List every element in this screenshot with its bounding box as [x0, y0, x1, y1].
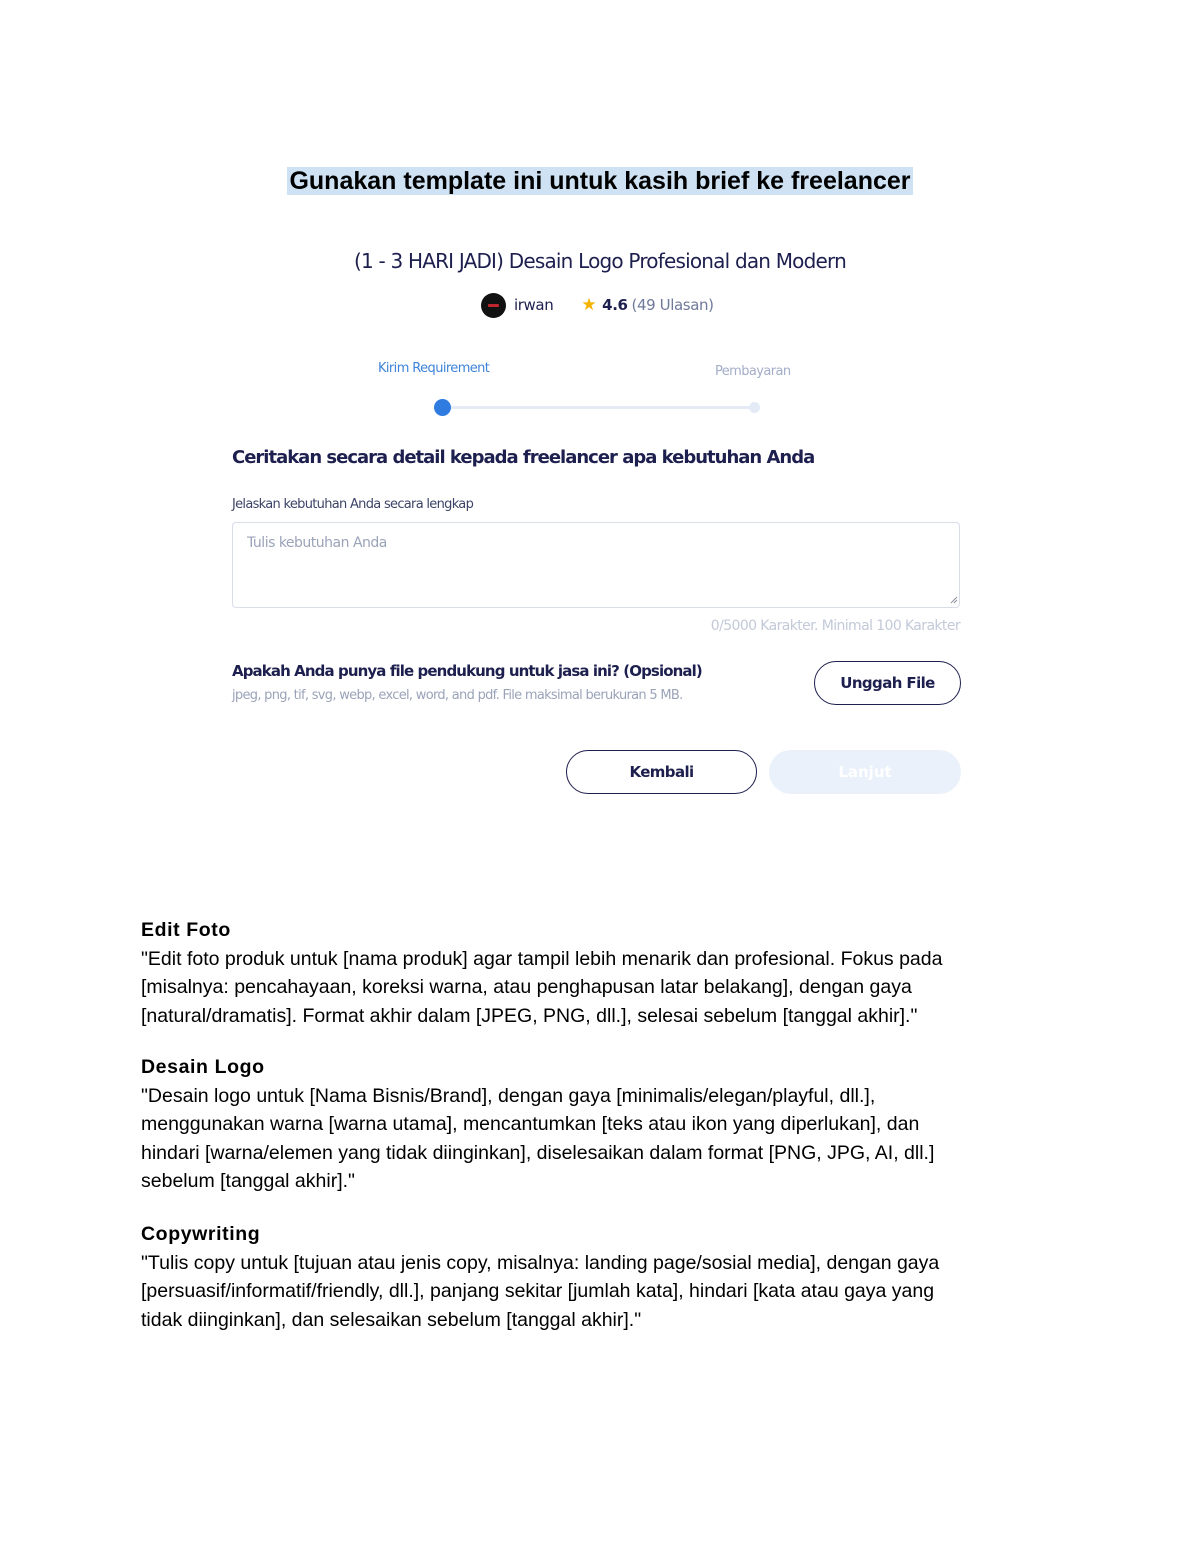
template-heading: Copywriting — [141, 1223, 261, 1245]
stepper-track — [443, 406, 755, 409]
template-heading: Edit Foto — [141, 919, 231, 941]
next-button[interactable]: Lanjut — [769, 750, 961, 794]
template-copywriting — [141, 1220, 1061, 1334]
stepper-dot-inactive — [749, 402, 760, 413]
stepper-dot-active — [434, 399, 451, 416]
resize-handle-icon[interactable] — [950, 596, 958, 604]
template-body: "Desain logo untuk [Nama Bisnis/Brand], dengan gaya [minimalis/elegan/playful, dll.], menggunakan warna [warna utama], mencantumkan [teks atau ikon yang diperlukan], dan hindari [warna/elemen yang tidak diinginkan], diselesaikan dalam format [PNG, JPG, AI, dll.] sebelum [tanggal akhir]." — [141, 1084, 935, 1192]
service-title: (1 - 3 HARI JADI) Desain Logo Profesional dan Modern — [354, 249, 846, 273]
review-count[interactable]: (49 Ulasan) — [631, 296, 714, 314]
upload-question: Apakah Anda punya file pendukung untuk jasa ini? (Opsional) — [232, 662, 702, 680]
template-heading: Desain Logo — [141, 1056, 265, 1078]
requirement-field-label: Jelaskan kebutuhan Anda secara lengkap — [232, 497, 474, 512]
template-edit-foto — [141, 916, 1061, 1030]
avatar[interactable] — [481, 293, 506, 318]
document-title-text: Gunakan template ini untuk kasih brief ke freelancer — [289, 167, 911, 195]
back-button[interactable]: Kembali — [566, 750, 757, 794]
step-kirim-requirement: Kirim Requirement — [378, 361, 490, 376]
seller-info — [481, 292, 714, 318]
upload-hint: jpeg, png, tif, svg, webp, excel, word, and pdf. File maksimal berukuran 5 MB. — [232, 688, 683, 703]
requirement-textarea[interactable] — [232, 522, 960, 608]
step-pembayaran: Pembayaran — [715, 364, 791, 379]
character-counter: 0/5000 Karakter. Minimal 100 Karakter — [710, 618, 960, 634]
star-icon: ★ — [581, 295, 597, 315]
template-desain-logo — [141, 1053, 1061, 1196]
rating-value: 4.6 — [602, 296, 628, 314]
template-body: "Edit foto produk untuk [nama produk] agar tampil lebih menarik dan profesional. Fokus pada [misalnya: pencahayaan, koreksi warna, atau penghapusan latar belakang], dengan gaya [natural/dramatis]. Format akhir dalam [JPEG, PNG, dll.], selesai sebelum [tanggal akhir]." — [141, 947, 943, 1027]
template-body: "Tulis copy untuk [tujuan atau jenis copy, misalnya: landing page/sosial media], dengan gaya [persuasif/informatif/friendly, dll.], panjang sekitar [jumlah kata], hindari [kata atau gaya yang tidak diinginkan], dan selesaikan sebelum [tanggal akhir]." — [141, 1251, 940, 1331]
seller-name[interactable]: irwan — [514, 296, 554, 314]
requirement-heading: Ceritakan secara detail kepada freelancer apa kebutuhan Anda — [232, 447, 815, 468]
upload-file-button[interactable]: Unggah File — [814, 661, 961, 705]
